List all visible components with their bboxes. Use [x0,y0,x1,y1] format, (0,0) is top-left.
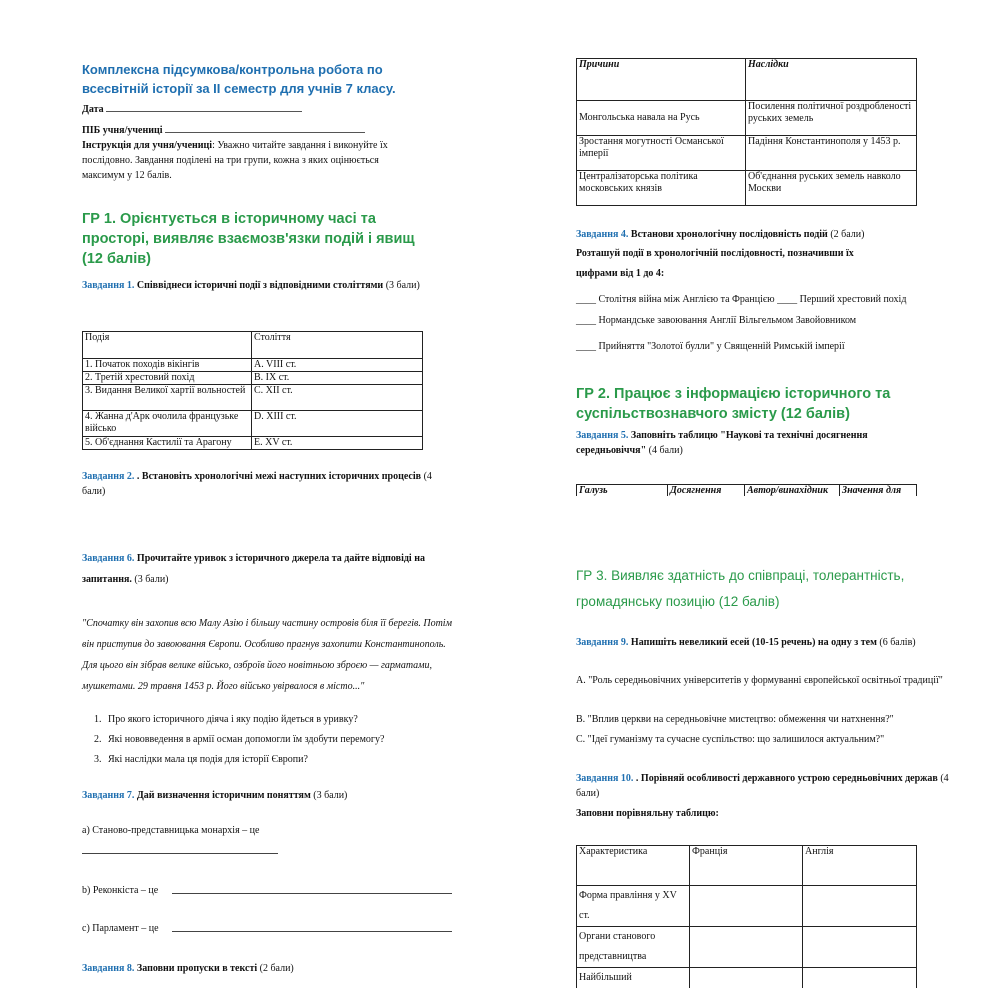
table-cell [803,927,917,968]
instruction [82,138,422,183]
table-cell: 5. Об'єднання Кастилії та Арагону [83,437,252,450]
task4-item: ____ Столітня війна між Англією та Францією ____ Перший хрестовий похід [576,294,907,305]
table-row [577,171,917,206]
table-cell: 2. Третій хрестовий похід [83,372,252,385]
table-cell: 4. Жанна д'Арк очолила французьке військо [83,411,252,437]
page-4 [500,500,1000,988]
table-header-row [577,846,917,886]
task1-heading [82,276,422,296]
task6-points: (3 бали) [131,574,169,585]
table-cell: Зростання могутності Османської імперії [577,136,746,171]
task7-text: Дай визначення історичним поняттям [134,790,311,801]
table-row [83,385,423,411]
list-item: 3. Які наслідки мала ця подія для історії Європи? [104,750,464,770]
table-cell [803,886,917,927]
answer-line [82,853,278,854]
page-3 [0,500,500,1000]
table-cell: C. XII ст. [252,385,423,411]
essay-topic-c: C. "Ідеї гуманізму та сучасне суспільство: що залишилося актуальним?" [576,734,885,745]
table-row [577,886,917,927]
table-header-cell: Століття [252,332,423,359]
instruction-label: Інструкція для учня/учениці [82,140,213,151]
table-header-cell: Причини [577,59,746,101]
group3-heading-line2: громадянську позицію (12 балів) [576,594,780,609]
task10-instruction: Заповни порівняльну таблицю: [576,808,719,819]
table-header-cell: Франція [690,846,803,886]
table-row [577,101,917,136]
table-row [83,372,423,385]
task4-instruction: Розташуй події в хронологічній послідовності, позначивши їх цифрами від 1 до 4: [576,248,854,279]
task7-heading [82,788,442,803]
table-header-cell: Наслідки [746,59,917,101]
task5-table [576,484,917,496]
table-cell: E. XV ст. [252,437,423,450]
task4-label: Завдання 4. [576,229,629,240]
task8-text: Заповни пропуски в тексті [134,963,258,974]
definition-c: c) Парламент – це [82,923,159,934]
worksheet-title: Комплексна підсумкова/контрольна робота по всесвітній історії за ІІ семестр для учнів 7 класу. [82,62,396,96]
essay-topic-a: A. "Роль середньовічних університетів у формуванні європейської освітньої традиції" [576,675,943,686]
table-cell [690,968,803,989]
table-header-cell: Характеристика [577,846,690,886]
group3-heading-line1: ГР 3. Виявляє здатність до співпраці, толерантність, [576,568,905,583]
table-header-cell: Англія [803,846,917,886]
task10-text: . Порівняй особливості державного устрою середньовічних держав [633,773,938,784]
table-header-row [577,485,917,497]
task7-points: (3 бали) [310,790,348,801]
table-row [577,927,917,968]
causes-effects-table [576,58,917,206]
task1-points: (3 бали) [383,280,420,291]
table-cell: 1. Початок походів вікінгів [83,359,252,372]
task8-points: (2 бали) [257,963,294,974]
table-cell: Монгольська навала на Русь [577,101,746,136]
table-cell: Об'єднання руських земель навколо Москви [746,171,917,206]
name-line [165,122,365,133]
date-field [82,101,302,117]
name-label: ПІБ учня/учениці [82,125,163,136]
list-item: 2. Які нововведення в армії осман допомогли їм здобути перемогу? [104,730,464,750]
source-quote: "Спочатку він захопив всю Малу Азію і більшу частину островів біля її берегів. Потім він приступив до завоювання Європи. Особливо прагнув захопити Константинополь. Для цього він зібрав велике військо, озброїв його новітньою зброєю — гарматами, мушкетами. 29 травня 1453 р. Його військо увірвалося в місто..." [82,618,452,692]
table-row [83,437,423,450]
task4-heading [576,227,976,242]
date-label: Дата [82,104,104,115]
group2-heading: ГР 2. Працює з інформацією історичного та суспільствознавчого змісту (12 балів) [576,386,891,422]
task5-text: Заповніть таблицю "Наукові та технічні досягнення середньовіччя" [576,430,868,456]
answer-line [172,931,452,932]
task4-text: Встанови хронологічну послідовність подій [628,229,828,240]
table-row [577,968,917,989]
table-row [577,136,917,171]
table-header-cell: Галузь [577,485,668,497]
table-cell [690,886,803,927]
group1-heading: ГР 1. Орієнтується в історичному часі та просторі, виявляє взаємозв'язки подій і явищ (12 балів) [82,211,415,267]
table-cell: 3. Видання Великої хартії вольностей [83,385,252,411]
table-cell: Органи станового представництва [577,927,690,968]
task6-questions [82,710,464,770]
task5-heading [576,428,936,458]
task7-label: Завдання 7. [82,790,135,801]
table-header-row [83,332,423,359]
task2-label: Завдання 2. [82,471,135,482]
page-2 [500,0,1000,496]
task2-points: (4 бали) [82,471,432,497]
task6-text: Прочитайте уривок з історичного джерела та дайте відповіді на запитання. [82,553,425,585]
table-cell: A. VIII ст. [252,359,423,372]
table-row [83,411,423,437]
definition-a: а) Станово-представницька монархія – це [82,825,260,836]
task4-item: ____ Прийняття "Золотої булли" у Священній Римській імперії [576,341,845,352]
table-cell: Форма правління у XV ст. [577,886,690,927]
task2-text: . Встановіть хронологічні межі наступних історичних процесів [134,471,422,482]
table-cell [690,927,803,968]
comparison-table [576,845,917,988]
task8-label: Завдання 8. [82,963,135,974]
task10-points: (4 бали) [576,773,949,799]
table-cell: Централізаторська політика московських князів [577,171,746,206]
list-item: 1. Про якого історичного діяча і яку подію йдеться в уривку? [104,710,464,730]
task9-text: Напишіть невеликий есей (10-15 речень) на одну з тем [628,637,877,648]
task9-points: (6 балів) [876,637,916,648]
task5-points: (4 бали) [646,445,683,456]
task6-heading [82,548,462,590]
table-header-cell: Подія [83,332,252,359]
table-cell [803,968,917,989]
essay-topic-b: B. "Вплив церкви на середньовічне мистецтво: обмеження чи натхнення?" [576,714,894,725]
instruction-text: : Уважно читайте завдання і виконуйте їх послідовно. Завдання поділені на три групи, кожна з яких оцінюється максимум у 12 балів. [82,140,388,181]
task1-table [82,331,423,450]
task5-label: Завдання 5. [576,430,629,441]
table-row [83,359,423,372]
task10-heading [576,771,956,801]
task8-heading [82,961,442,976]
task9-label: Завдання 9. [576,637,629,648]
table-header-cell: Досягнення [668,485,745,497]
task10-label: Завдання 10. [576,773,634,784]
table-header-cell: Значення для [840,485,917,497]
task1-text: Співвіднеси історичні події з відповідними століттями [134,280,384,291]
table-header-cell: Автор/винахідник [745,485,840,497]
definition-b: b) Реконкіста – це [82,885,159,896]
name-field [82,122,365,138]
page-1 [0,0,500,500]
task1-label: Завдання 1. [82,280,135,291]
task4-points: (2 бали) [827,229,865,240]
task9-heading [576,633,944,652]
task6-label: Завдання 6. [82,553,135,564]
table-cell: Посилення політичної роздробленості руських земель [746,101,917,136]
table-cell: D. XIII ст. [252,411,423,437]
table-cell: Падіння Константинополя у 1453 р. [746,136,917,171]
task4-item: ____ Нормандське завоювання Англії Вільгельмом Завойовником [576,315,857,326]
table-cell: Найбільший [577,968,690,989]
answer-line [172,893,452,894]
table-header-row [577,59,917,101]
task2-heading [82,469,432,499]
table-cell: B. IX ст. [252,372,423,385]
date-line [106,101,302,112]
